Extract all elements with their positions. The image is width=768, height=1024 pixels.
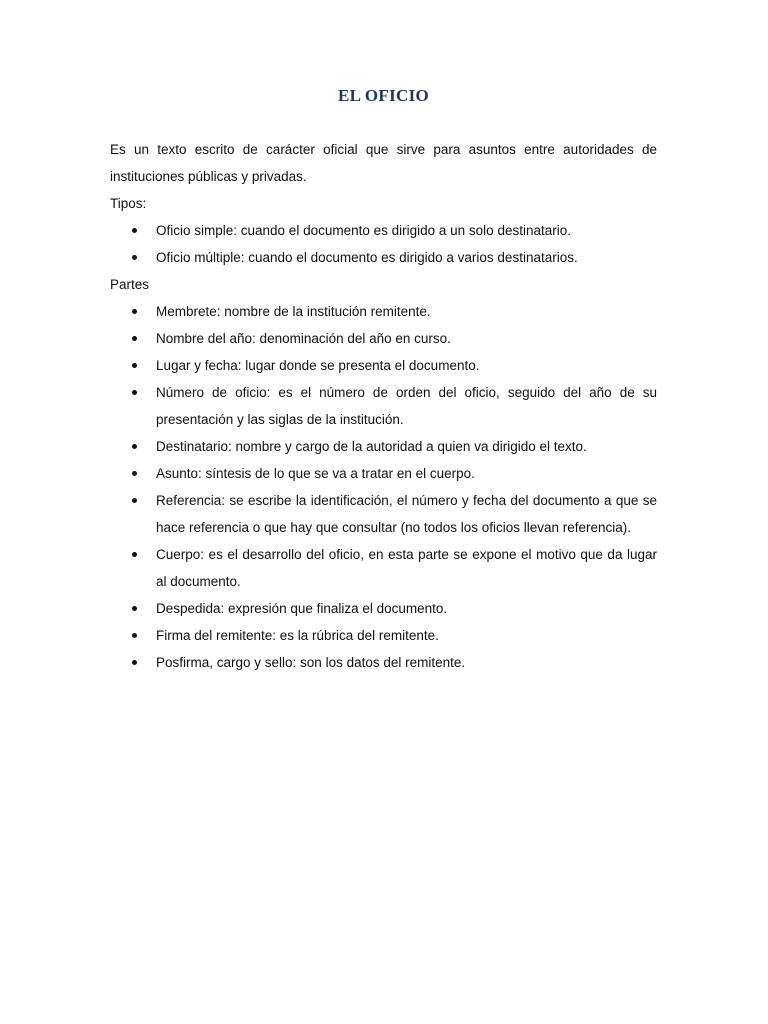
partes-item xyxy=(110,433,657,460)
document-page xyxy=(110,86,657,676)
bullet-dot-icon xyxy=(132,606,137,611)
partes-item xyxy=(110,649,657,676)
partes-item xyxy=(110,622,657,649)
partes-item-text: Asunto: síntesis de lo que se va a tratar en el cuerpo. xyxy=(156,466,475,481)
bullet-dot-icon xyxy=(132,336,137,341)
tipos-item xyxy=(110,244,657,271)
partes-item xyxy=(110,487,657,541)
bullet-dot-icon xyxy=(132,471,137,476)
partes-item xyxy=(110,298,657,325)
bullet-dot-icon xyxy=(132,498,137,503)
bullet-dot-icon xyxy=(132,444,137,449)
partes-item xyxy=(110,352,657,379)
partes-item-text: Número de oficio: es el número de orden del oficio, seguido del año de su presentación y las siglas de la institución. xyxy=(156,385,657,427)
bullet-dot-icon xyxy=(132,552,137,557)
bullet-dot-icon xyxy=(132,255,137,260)
tipos-item-text: Oficio múltiple: cuando el documento es dirigido a varios destinatarios. xyxy=(156,250,578,265)
partes-item-text: Membrete: nombre de la institución remitente. xyxy=(156,304,431,319)
bullet-dot-icon xyxy=(132,228,137,233)
partes-item xyxy=(110,325,657,352)
partes-item-text: Referencia: se escribe la identificación, el número y fecha del documento a que se hace referencia o que hay que consultar (no todos los oficios llevan referencia). xyxy=(156,493,657,535)
partes-item-text: Posfirma, cargo y sello: son los datos del remitente. xyxy=(156,655,466,670)
partes-item-text: Lugar y fecha: lugar donde se presenta el documento. xyxy=(156,358,480,373)
partes-item-text: Nombre del año: denominación del año en curso. xyxy=(156,331,451,346)
partes-list xyxy=(110,298,657,676)
partes-item xyxy=(110,460,657,487)
tipos-item-text: Oficio simple: cuando el documento es dirigido a un solo destinatario. xyxy=(156,223,571,238)
bullet-dot-icon xyxy=(132,363,137,368)
partes-item-text: Despedida: expresión que finaliza el documento. xyxy=(156,601,448,616)
tipos-heading: Tipos: xyxy=(110,196,147,211)
partes-heading: Partes xyxy=(110,277,150,292)
tipos-list xyxy=(110,217,657,271)
bullet-dot-icon xyxy=(132,390,137,395)
partes-item xyxy=(110,595,657,622)
bullet-dot-icon xyxy=(132,309,137,314)
page-title: EL OFICIO xyxy=(337,86,430,105)
partes-item-text: Cuerpo: es el desarrollo del oficio, en esta parte se expone el motivo que da lugar al documento. xyxy=(156,547,657,589)
tipos-item xyxy=(110,217,657,244)
partes-item-text: Destinatario: nombre y cargo de la autoridad a quien va dirigido el texto. xyxy=(156,439,587,454)
bullet-dot-icon xyxy=(132,633,137,638)
partes-item-text: Firma del remitente: es la rúbrica del remitente. xyxy=(156,628,439,643)
partes-item xyxy=(110,379,657,433)
intro-paragraph: Es un texto escrito de carácter oficial que sirve para asuntos entre autoridades de instituciones públicas y privadas. xyxy=(110,142,657,184)
bullet-dot-icon xyxy=(132,660,137,665)
partes-item xyxy=(110,541,657,595)
